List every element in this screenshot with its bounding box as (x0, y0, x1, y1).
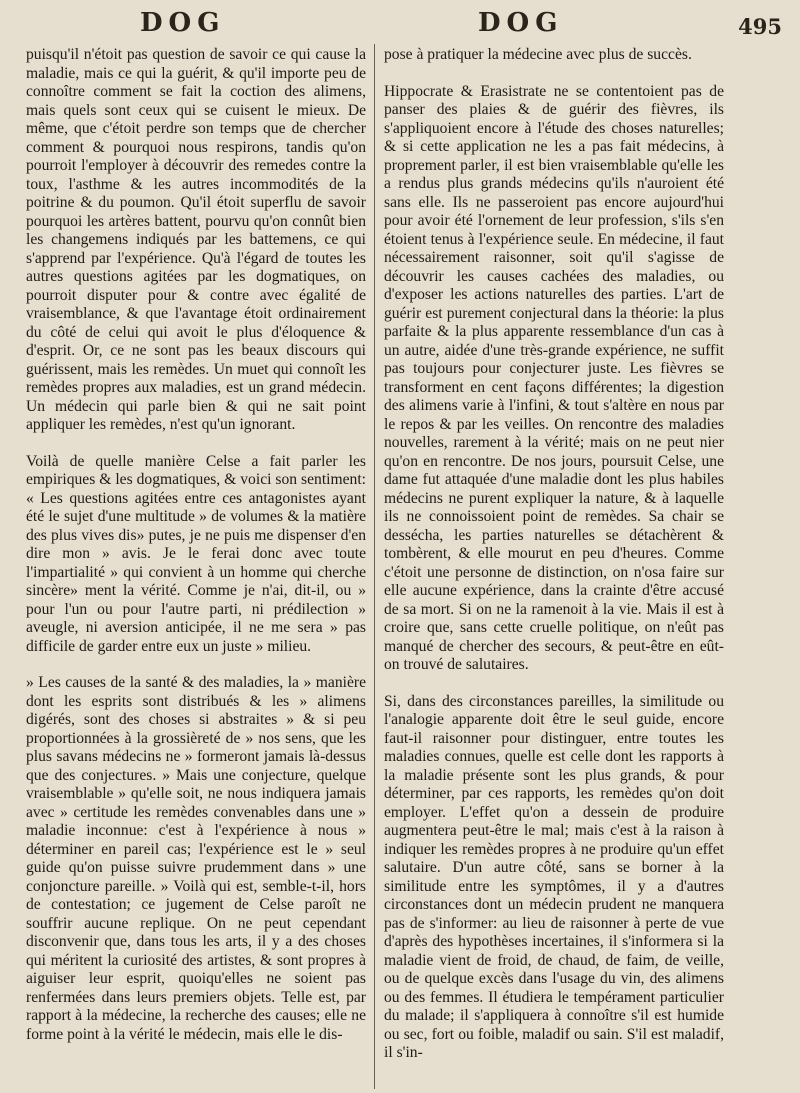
header-right-title: DOG (478, 8, 564, 38)
running-header (0, 8, 800, 42)
paragraph-gap (26, 656, 366, 674)
paragraph-gap (26, 435, 366, 453)
paragraph: Hippocrate & Erasistrate ne se contentoient pas de panser des plaies & de guérir des fièvres, ils s'appliquoient encore à l'étude des choses naturelles; & si cette application ne les a pas fait médecins, à proprement parler, il est bien vraisemblable qu'elle les a rendus plus grands médecins qu'ils n'auroient été sans elle. Ils ne passeroient pas encore aujourd'hui pour avoir été l'ornement de leur profession, s'ils s'en étoient tenus à l'expérience seule. En médecine, il faut nécessairement raisonner, soit qu'il s'agisse de découvrir les causes cachées des maladies, ou d'exposer les actions naturelles des parties. L'art de guérir est purement conjectural dans la théorie: la plus parfaite & la plus apparente ressemblance d'un cas à un autre, aidée d'une très-grande expérience, ne suffit pas toujours pour conjecturer juste. Les fièvres se transforment en cent façons différentes; la digestion des alimens varie à l'infini, & tout s'altère en nous par le repos & par les veilles. On rencontre des maladies nouvelles, rarement à la vérité; mais on ne peut nier qu'on en rencontre. De nos jours, poursuit Celse, une dame fut attaquée d'une maladie dont les plus habiles médecins ne purent expliquer la nature, & à laquelle ils ne connoissoient point de remèdes. Sa chair se dessécha, les parties naturelles se détachèrent & tombèrent, & elle mourut en peu d'heures. Comme c'étoit une personne de distinction, on n'osa faire sur elle aucune expérience, dans la crainte d'être accusé de sa mort. Si on ne la ramenoit à la vie. Mais il est à croire que, sans cette cruelle politique, on n'eût pas manqué de chercher des secours, & peut-être en eût-on trouvé de salutaires. (384, 82, 724, 673)
paragraph: puisqu'il n'étoit pas question de savoir ce qui cause la maladie, mais ce qui la guérit, & qu'il importe peu de connoître comment se fait la coction des alimens, mais quels sont ceux qui se cuisent le mieux. De même, que c'étoit perdre son temps que de chercher comment & pourquoi nous respirons, tandis qu'on pourroit l'employer à découvrir des remedes contre la toux, l'asthme & les autres incommodités de la poitrine & du poumon. Qu'il étoit superflu de savoir pourquoi les artères battent, pourvu qu'on connût bien les changemens indiqués par les battemens, ce qui s'apprend par l'expérience. Qu'à l'égard de toutes les autres questions agitées par les dogmatiques, on pourroit disputer pour & contre avec égalité de vraisemblance, & que l'avantage étoit ordinairement du côté de celui qui avoit le plus d'éloquence & d'esprit. Or, ce ne sont pas les beaux discours qui guérissent, mais les remèdes. Un muet qui connoît les remèdes propres aux maladies, est un grand médecin. Un médecin qui parle bien & qui ne sait point appliquer les remèdes, n'est qu'un ignorant. (26, 46, 366, 433)
paragraph: Si, dans des circonstances pareilles, la similitude ou l'analogie apparente doit être le seul guide, encore faut-il raisonner pour distinguer, entre toutes les maladies connues, quelle est celle dont les rapports à la maladie présente sont les plus grands, & pour déterminer, par ces rapports, les remèdes qu'on doit employer. L'effet qu'on a dessein de produire augmentera peut-être le mal; mais c'est à la raison à indiquer les remèdes propres à ne produire qu'un effet salutaire. D'un autre côté, sans se borner à la similitude entre les symptômes, il y a d'autres circonstances dont un médecin prudent ne manquera pas de s'informer: au lieu de raisonner à perte de vue d'après des hypothèses incertaines, il s'informera si la maladie vient de froid, de chaud, de faim, de veille, ou de quelque excès dans l'usage du vin, des alimens ou des femmes. Il étudiera le tempérament particulier du malade; il s'appliquera à connoître s'il est humide ou sec, fort ou foible, maladif ou sain. S'il est maladif, il s'in- (384, 692, 724, 1061)
paragraph: » Les causes de la santé & des maladies, la » manière dont les esprits sont distribués & les » alimens digérés, sont des choses si abstraites » & si peu proportionnées à la grossièreté de » nos sens, que les plus savans médecins ne » formeront jamais là-dessus que des conjectures. » Mais une conjecture, quelque vraisemblable » qu'elle soit, ne nous indiquera jamais avec » certitude les remèdes convenables dans une » maladie inconnue: c'est à l'expérience à nous » déterminer en pareil cas; l'expérience est le » seul guide qu'on puisse suivre prudemment dans » une conjoncture pareille. » Voilà qui est, semble-t-il, hors de contestation; ce jugement de Celse paroît ne souffrir aucune replique. On ne peut cependant disconvenir que, dans tous les arts, il y a des choses qui méritent la curiosité des artistes, & sont propres à aiguiser leur esprit, quoiqu'elles ne soient pas renfermées dans leurs premiers objets. Telle est, par rapport à la médecine, la recherche des causes; elle ne forme point à la vérité le médecin, mais elle le dis- (26, 674, 366, 1043)
paragraph: pose à pratiquer la médecine avec plus de succès. (384, 46, 692, 63)
right-column (384, 46, 724, 1063)
page-number: 495 (738, 14, 782, 39)
paragraph-gap (384, 65, 724, 83)
paragraph: Voilà de quelle manière Celse a fait parler les empiriques & les dogmatiques, & voici son sentiment: « Les questions agitées entre ces antagonistes ayant été le sujet d'une multitude » de volumes & la matière des plus vives dis» putes, je ne puis me dispenser d'en dire mon » avis. Je le ferai donc avec toute l'impartialité » qui convient à un homme qui cherche sincère» ment la vérité. Comme je n'ai, dit-il, ou » pour l'un ou pour l'autre parti, ni prédilection » aveugle, ni aversion anticipée, il ne me sera » pas difficile de garder entre eux un juste » milieu. (26, 452, 366, 655)
paragraph-gap (384, 675, 724, 693)
header-left-title: DOG (140, 8, 226, 38)
left-column (26, 46, 366, 1044)
column-divider (374, 44, 375, 1089)
